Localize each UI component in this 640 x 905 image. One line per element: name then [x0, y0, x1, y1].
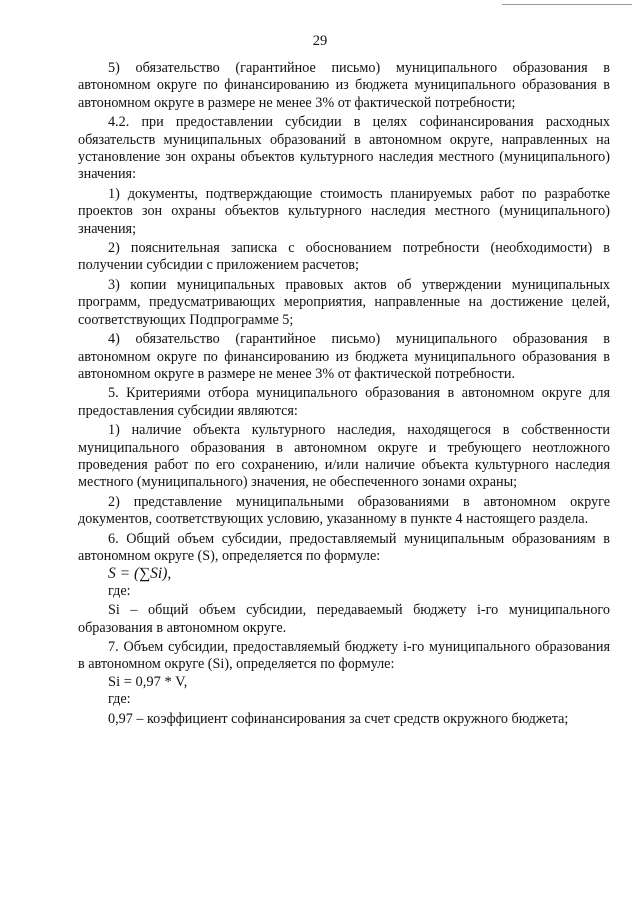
page-number: 29	[312, 33, 328, 49]
paragraph-coefficient-definition: 0,97 – коэффициент софинансирования за счет средств окружного бюджета;	[108, 710, 569, 727]
paragraph-legal-acts: 3) копии муниципальных правовых актов об утверждении муниципальных программ, предусматривающих мероприятия, направленные на достижение целей, соответствующих Подпрограмме 5;	[78, 276, 610, 328]
where-label-1: где:	[108, 582, 131, 599]
document-body	[78, 60, 610, 728]
paragraph-6-total-subsidy: 6. Общий объем субсидии, предоставляемый муниципальным образованиям в автономном округе (S), определяется по формуле:	[78, 530, 610, 564]
where-label-2: где:	[108, 691, 131, 708]
top-border-line	[502, 4, 632, 5]
paragraph-selection-criteria: 5. Критериями отбора муниципального образования в автономном округе для предоставления субсидии являются:	[78, 385, 610, 419]
paragraph-criterion-2: 2) представление муниципальными образованиями в автономном округе документов, соответствующих условию, указанному в пункте 4 настоящего раздела.	[78, 493, 610, 528]
formula-subsidy-volume: Si = 0,97 * V,	[108, 673, 188, 690]
paragraph-7-subsidy-volume: 7. Объем субсидии, предоставляемый бюджету i-го муниципального образования в автономном округе (Si), определяется по формуле:	[78, 639, 610, 673]
paragraph-explanatory-note: 2) пояснительная записка с обоснованием потребности (необходимости) в получении субсидии с приложением расчетов;	[78, 240, 610, 274]
paragraph-4-2: 4.2. при предоставлении субсидии в целях софинансирования расходных обязательств муниципальных образований в автономном округе, направленных на установление зон охраны объектов культурного наследия местного (муниципального) значения:	[78, 114, 610, 183]
paragraph-guarantee-letter: 4) обязательство (гарантийное письмо) муниципального образования в автономном округе по финансированию из бюджета муниципального образования в автономном округе в размере не менее 3% от фактической потребности.	[78, 331, 610, 382]
paragraph-documents: 1) документы, подтверждающие стоимость планируемых работ по разработке проектов зон охраны объектов культурного наследия местного (муниципального) значения;	[78, 185, 610, 237]
paragraph-criterion-1: 1) наличие объекта культурного наследия, находящегося в собственности муниципального образования в автономном округе и требующего неотложного проведения работ по его сохранению, и/или наличие объекта культурного наследия местного (муниципального) значения, не обеспеченного зонами охраны;	[78, 422, 610, 491]
paragraph-si-definition: Si – общий объем субсидии, передаваемый бюджету i-го муниципального образования в автономном округе.	[78, 602, 610, 636]
formula-total-subsidy: S = (∑Si),	[108, 565, 172, 583]
paragraph-5-obligation: 5) обязательство (гарантийное письмо) муниципального образования в автономном округе по финансированию из бюджета муниципального образования в автономном округе в размере не менее 3% от фактической потребности;	[78, 60, 610, 111]
